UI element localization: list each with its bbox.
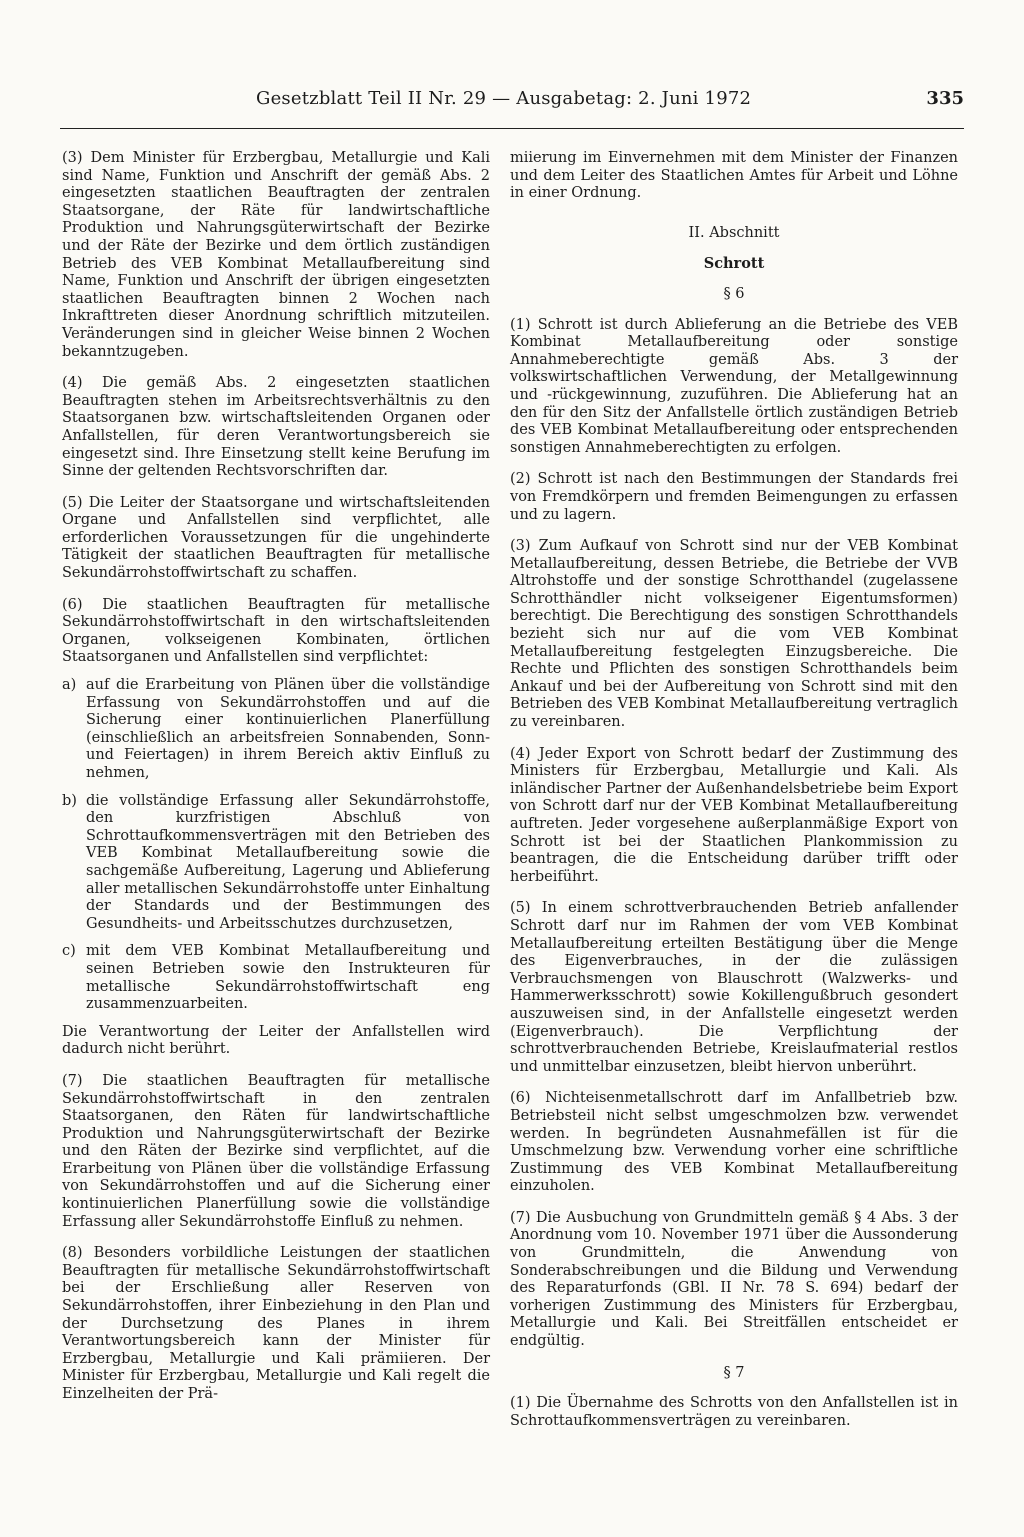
page-number: 335 — [926, 88, 964, 109]
right-column — [510, 150, 958, 1444]
paragraph-5: (5) Die Leiter der Staatsorgane und wirtschaftsleitenden Organe und Anfallstellen sind verpflichtet, alle erforderlichen Voraussetzungen für die ungehinderte Tätigkeit der staatlichen Beauftragten für metallische Sekundärrohstoffwirtschaft zu schaffen. — [62, 494, 490, 582]
list-text: die vollständige Erfassung aller Sekundärrohstoffe, den kurzfristigen Abschluß von Schrottaufkommensverträgen mit den Betrieben des VEB Kombinat Metallaufbereitung sowie die sachgemäße Aufbereitung, Lagerung und Ablieferung aller metallischen Sekundärrohstoffe unter Einhaltung der Standards und der Bestimmungen des Gesundheits- und Arbeitsschutzes durchzusetzen, — [86, 792, 490, 932]
section-title: Schrott — [703, 255, 765, 273]
section-6-heading: § 6 — [723, 285, 745, 302]
s7-paragraph-1: (1) Die Übernahme des Schrotts von den Anfallstellen ist in Schrottaufkommensverträgen zu vereinbaren. — [510, 1395, 958, 1429]
list-label: b) — [62, 792, 77, 809]
section-7-heading: § 7 — [723, 1364, 745, 1381]
list-item-c — [62, 943, 490, 1013]
section-heading: II. Abschnitt — [688, 224, 780, 241]
s6-paragraph-4: (4) Jeder Export von Schrott bedarf der Zustimmung des Ministers für Erzbergbau, Metallurgie und Kali. Als inländischer Partner der Außenhandelsbetriebe beim Export von Schrott darf nur der VEB Kombinat Metallaufbereitung auftreten. Jeder vorgesehene außerplanmäßige Export von Schrott ist bei der Staatlichen Plankommission zu beantragen, die die Entscheidung darüber trifft oder herbeiführt. — [510, 745, 958, 885]
paragraph-6: (6) Die staatlichen Beauftragten für metallische Sekundärrohstoffwirtschaft in den wirtschaftsleitenden Organen, volkseigenen Kombinaten, örtlichen Staatsorganen und Anfallstellen sind verpflichtet: — [62, 596, 490, 666]
gazette-title: Gesetzblatt Teil II Nr. 29 — Ausgabetag: 2. Juni 1972 — [256, 88, 752, 109]
list-item-a — [62, 677, 490, 783]
list-text: mit dem VEB Kombinat Metallaufbereitung und seinen Betrieben sowie den Instrukteuren für metallische Sekundärrohstoffwirtschaft eng zusammenzuarbeiten. — [86, 943, 490, 1013]
paragraph-continuation: miierung im Einvernehmen mit dem Minister der Finanzen und dem Leiter des Staatlichen Amtes für Arbeit und Löhne in einer Ordnung. — [510, 150, 958, 202]
list-text: auf die Erarbeitung von Plänen über die vollständige Erfassung von Sekundärrohstoffen und auf die Sicherung einer kontinuierlichen Planerfüllung (einschließlich an arbeitsfreien Sonnabenden, Sonn- und Feiertagen) in ihrem Bereich aktiv Einfluß zu nehmen, — [86, 677, 490, 781]
s6-paragraph-3: (3) Zum Aufkauf von Schrott sind nur der VEB Kombinat Metallaufbereitung, dessen Betriebe, die Betriebe der VVB Altrohstoffe und der sonstige Schrotthandel (zugelassene Schrotthändler nicht volkseigener Eigentumsformen) berechtigt. Die Berechtigung des sonstigen Schrotthandels bezieht sich nur auf die vom VEB Kombinat Metallaufbereitung festgelegten Einzugsbereiche. Die Rechte und Pflichten des sonstigen Schrotthandels beim Ankauf und bei der Aufbereitung von Schrott sind mit den Betrieben des VEB Kombinat Metallaufbereitung vertraglich zu vereinbaren. — [510, 538, 958, 731]
page-header — [60, 88, 964, 129]
paragraph-3: (3) Dem Minister für Erzbergbau, Metallurgie und Kali sind Name, Funktion und Anschrift der gemäß Abs. 2 eingesetzten staatlichen Beauftragten der zentralen Staatsorgane, der Räte für landwirtschaftliche Produktion und Nahrungsgüterwirtschaft der Bezirke und der Räte der Bezirke und dem örtlich zuständigen Betrieb des VEB Kombinat Metallaufbereitung sind Name, Funktion und Anschrift der übrigen eingesetzten staatlichen Beauftragten binnen 2 Wochen nach Inkrafttreten dieser Anordnung schriftlich mitzuteilen. Veränderungen sind in gleicher Weise binnen 2 Wochen bekanntzugeben. — [62, 150, 490, 360]
paragraph-7: (7) Die staatlichen Beauftragten für metallische Sekundärrohstoffwirtschaft in den zentralen Staatsorganen, den Räten für landwirtschaftliche Produktion und Nahrungsgüterwirtschaft der Bezirke und den Räten der Bezirke sind verpflichtet, auf die Erarbeitung von Plänen über die vollständige Erfassung von Sekundärrohstoffen und auf die Sicherung einer kontinuierlichen Planerfüllung sowie die vollständige Erfassung aller Sekundärrohstoffe Einfluß zu nehmen. — [62, 1072, 490, 1230]
paragraph-6-closing: Die Verantwortung der Leiter der Anfallstellen wird dadurch nicht berührt. — [62, 1023, 490, 1058]
s6-paragraph-7: (7) Die Ausbuchung von Grundmitteln gemäß § 4 Abs. 3 der Anordnung vom 10. November 1971 über die Aussonderung von Grundmitteln, die Anwendung von Sonderabschreibungen und die Bildung und Verwendung des Reparaturfonds (GBl. II Nr. 78 S. 694) bedarf der vorherigen Zustimmung des Ministers für Erzbergbau, Metallurgie und Kali. Bei Streitfällen entscheidet er endgültig. — [510, 1209, 958, 1350]
list-item-b — [62, 793, 490, 934]
list-label: c) — [62, 943, 76, 960]
paragraph-8: (8) Besonders vorbildliche Leistungen der staatlichen Beauftragten für metallische Sekundärrohstoffwirtschaft bei der Erschließung aller Reserven von Sekundärrohstoffen, ihrer Einbeziehung in den Plan und der Durchsetzung des Planes in ihrem Verantwortungsbereich kann der Minister für Erzbergbau, Metallurgie und Kali prämiieren. Der Minister für Erzbergbau, Metallurgie und Kali regelt die Einzelheiten der Prä- — [62, 1245, 490, 1402]
s6-paragraph-1: (1) Schrott ist durch Ablieferung an die Betriebe des VEB Kombinat Metallaufbereitung oder sonstige Annahmeberechtigte gemäß Abs. 3 der volkswirtschaftlichen Verwendung, der Metallgewinnung und -rückgewinnung, zuzuführen. Die Ablieferung hat an den für den Sitz der Anfallstelle örtlich zuständigen Betrieb des VEB Kombinat Metallaufbereitung oder entsprechenden sonstigen Annahmeberechtigten zu erfolgen. — [510, 316, 958, 456]
list-label: a) — [62, 677, 77, 694]
s6-paragraph-5: (5) In einem schrottverbrauchenden Betrieb anfallender Schrott darf nur im Rahmen der vom VEB Kombinat Metallaufbereitung erteilten Bestätigung über die Menge des Eigenverbrauches, in der die zulässigen Verbrauchsmengen von Blauschrott (Walzwerks- und Hammerwerksschrott) sowie Kokillengußbruch gesondert auszuweisen sind, in der Anfallstelle eingesetzt werden (Eigenverbrauch). Die Verpflichtung der schrottverbrauchenden Betriebe, Kreislaufmaterial restlos und unmittelbar einzusetzen, bleibt hiervon unberührt. — [510, 900, 958, 1075]
left-column — [62, 150, 490, 1418]
paragraph-4: (4) Die gemäß Abs. 2 eingesetzten staatlichen Beauftragten stehen im Arbeitsrechtsverhältnis zu den Staatsorganen bzw. wirtschaftsleitenden Organen oder Anfallstellen, für deren Verantwortungsbereich sie eingesetzt sind. Ihre Einsetzung stellt keine Berufung im Sinne der geltenden Rechtsvorschriften dar. — [62, 375, 490, 480]
s6-paragraph-2: (2) Schrott ist nach den Bestimmungen der Standards frei von Fremdkörpern und fremden Beimengungen zu erfassen und zu lagern. — [510, 471, 958, 523]
s6-paragraph-6: (6) Nichteisenmetallschrott darf im Anfallbetrieb bzw. Betriebsteil nicht selbst umgeschmolzen bzw. verwendet werden. In begründeten Ausnahmefällen ist für die Umschmelzung bzw. Verwendung vorher eine schriftliche Zustimmung des VEB Kombinat Metallaufbereitung einzuholen. — [510, 1090, 958, 1195]
